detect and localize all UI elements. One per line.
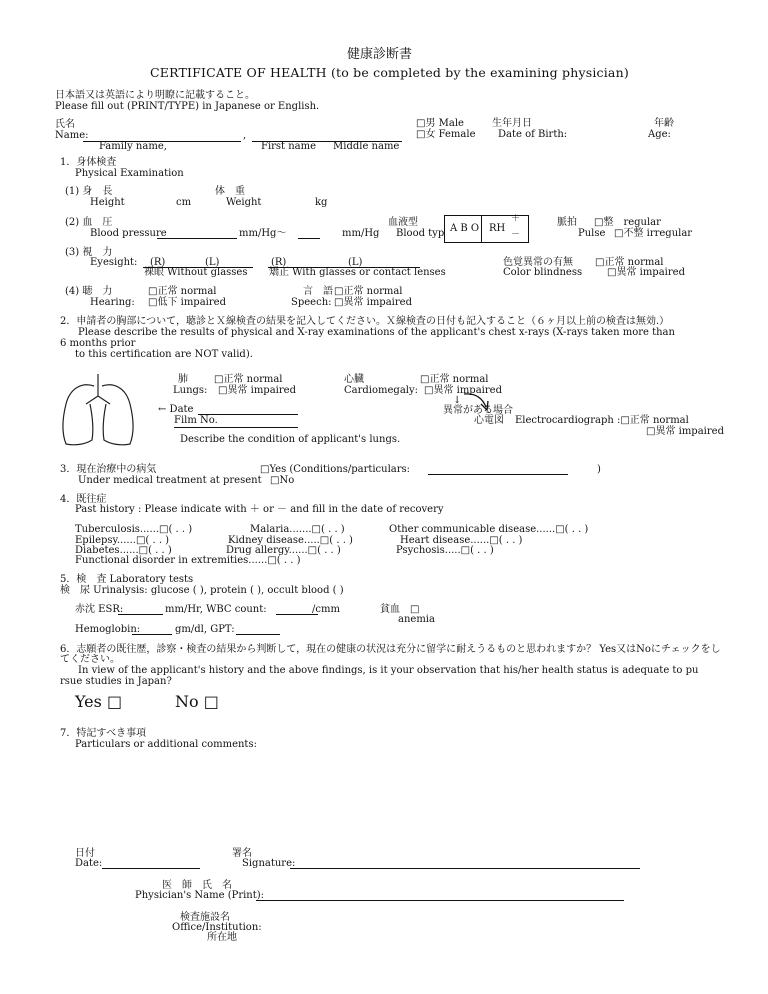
s5-title: 5．検 査 Laboratory tests <box>60 574 194 585</box>
s1-title: 1．身体検査 <box>60 157 117 168</box>
s7-title: 7．特記すべき事項 <box>60 728 147 739</box>
speech-label-jp: 言 語 <box>303 286 333 297</box>
office-label-jp: 検査施設名 <box>180 912 230 923</box>
abo-label: A B O <box>450 223 480 234</box>
s2-title: 2．申請者の胸部について，聴診とＸ線検査の結果を記入してください。Ｘ線検査の日付も記入すること（６ヶ月以上前の検査は無効.） <box>60 316 670 327</box>
office-label: Office/Institution: <box>172 922 262 933</box>
with-glasses-caption: 矯正 With glasses or contact lenses <box>269 267 446 278</box>
eyesight-label: (3) 視 力 <box>65 247 113 258</box>
ecg-label-jp: 心電図 <box>474 415 504 426</box>
esr-unit-wbc-label: mm/Hr, WBC count: <box>165 604 267 615</box>
treatment-no-checkbox[interactable]: □No <box>270 475 295 486</box>
signature-field[interactable] <box>290 868 640 869</box>
kg-unit: kg <box>315 197 328 208</box>
weight-label-en: Weight <box>226 197 262 208</box>
ecg-normal-checkbox[interactable]: Electrocardiograph :□正常 normal <box>515 415 689 426</box>
esr-field[interactable] <box>118 614 163 615</box>
dob-label: Date of Birth: <box>498 129 568 140</box>
mmhg-unit-1: mm/Hg～ <box>239 228 287 239</box>
s3-title: 3．現在治療中の病気 <box>60 464 157 475</box>
speech-label-en: Speech: <box>291 297 332 308</box>
mmhg-unit-2: mm/Hg <box>342 228 380 239</box>
female-checkbox[interactable]: □女 Female <box>416 129 476 140</box>
name-label: Name: <box>55 130 89 141</box>
date-label: Date: <box>75 858 103 869</box>
xray-date-label: ← Date <box>158 404 194 415</box>
treatment-conditions-field[interactable] <box>428 474 568 475</box>
lungs-describe-caption: Describe the condition of applicant's lungs. <box>180 434 401 445</box>
physician-name-label: Physician's Name (Print): <box>135 890 265 901</box>
s7-title-en: Particulars or additional comments: <box>75 739 257 750</box>
heart-disease-item[interactable]: Heart disease......□( . . ) <box>400 535 523 546</box>
cardio-normal-checkbox[interactable]: □正常 normal <box>420 374 489 385</box>
first-name-caption: First name <box>261 141 317 152</box>
age-label: Age: <box>648 129 671 140</box>
lungs-normal-checkbox[interactable]: □正常 normal <box>214 374 283 385</box>
color-blindness-label-en: Color blindness <box>503 267 583 278</box>
anemia-checkbox[interactable]: 貧血 □ <box>380 604 420 615</box>
treatment-close-paren: ) <box>597 464 601 475</box>
physician-name-field[interactable] <box>256 900 624 901</box>
pulse-label-en: Pulse <box>578 228 606 239</box>
s6-title-2: てください。 <box>60 654 120 665</box>
kidney-disease-item[interactable]: Kidney disease.....□( . . ) <box>228 535 353 546</box>
ecg-impaired-checkbox[interactable]: □異常 impaired <box>646 426 724 437</box>
s6-title: 6．志願者の既往歴，診察・検査の結果から判断して，現在の健康の状況は充分に留学に耐えうるものと思われますか？ Yes又はNoにチェックをし <box>60 644 721 655</box>
gpt-field[interactable] <box>236 634 280 635</box>
instruction-jp: 日本語又は英語により明瞭に記載すること。 <box>55 90 255 101</box>
treatment-yes-checkbox[interactable]: □Yes (Conditions/particulars: <box>260 464 411 475</box>
bp-diastolic-field[interactable] <box>298 238 320 239</box>
bp-systolic-field[interactable] <box>157 238 237 239</box>
color-impaired-checkbox[interactable]: □異常 impaired <box>607 267 685 278</box>
blood-type-label-jp: 血液型 <box>388 217 418 228</box>
pulse-regular-checkbox[interactable]: □整 regular <box>594 217 661 228</box>
film-no-label: Film No. <box>174 415 218 426</box>
hearing-label: (4) 聴 力 <box>65 286 113 297</box>
without-glasses-caption: 裸眼 Without glasses <box>144 267 248 278</box>
lungs-impaired-checkbox[interactable]: □異常 impaired <box>218 385 296 396</box>
s6-question-2: rsue studies in Japan? <box>60 676 172 687</box>
s6-question-1: In view of the applicant's history and the above findings, is it your observation that his/her health status is adequate to pu <box>78 665 699 676</box>
cardiomegaly-label-jp: 心臓 <box>344 374 364 385</box>
instruction-en: Please fill out (PRINT/TYPE) in Japanese or English. <box>55 101 320 112</box>
hearing-normal-checkbox[interactable]: □正常 normal <box>148 286 217 297</box>
date-field[interactable] <box>102 868 200 869</box>
bp-label: (2) 血 圧 <box>65 217 113 228</box>
address-label-jp: 所在地 <box>207 932 237 943</box>
bp-label-en: Blood pressure <box>90 228 167 239</box>
eyesight-naked-r: (R) <box>150 257 166 268</box>
drug-allergy-item[interactable]: Drug allergy......□( . . ) <box>226 545 341 556</box>
s2-text-2: 6 months prior <box>60 338 136 349</box>
dob-label-jp: 生年月日 <box>492 118 532 129</box>
signature-label: Signature: <box>242 858 296 869</box>
rh-label: RH <box>489 223 506 234</box>
eyesight-corrected-l: (L) <box>348 257 363 268</box>
urinalysis-row[interactable]: 検 尿 Urinalysis: glucose ( ), protein ( ), occult blood ( ) <box>60 585 344 596</box>
name-comma: , <box>243 130 247 141</box>
height-label: (1) 身 長 <box>65 186 113 197</box>
cardio-impaired-checkbox[interactable]: □異常 impaired <box>424 385 502 396</box>
hemoglobin-label: Hemoglobin: <box>75 624 141 635</box>
title-jp: 健康診断書 <box>347 47 413 62</box>
adequate-no-checkbox[interactable]: No □ <box>175 692 219 711</box>
psychosis-item[interactable]: Psychosis.....□( . . ) <box>396 545 494 556</box>
malaria-item[interactable]: Malaria.......□( . . ) <box>250 524 345 535</box>
s2-text-1: Please describe the results of physical and X-ray examinations of the applicant's chest x-rays (X-rays taken more than <box>78 327 675 338</box>
weight-label-jp: 体 重 <box>215 186 245 197</box>
diabetes-item[interactable]: Diabetes......□( . . ) <box>75 545 172 556</box>
communicable-disease-item[interactable]: Other communicable disease......□( . . ) <box>389 524 589 535</box>
tuberculosis-item[interactable]: Tuberculosis......□( . . ) <box>75 524 193 535</box>
hearing-label-en: Hearing: <box>90 297 135 308</box>
color-normal-checkbox[interactable]: □正常 normal <box>595 257 664 268</box>
s1-title-en: Physical Examination <box>75 168 184 179</box>
male-checkbox[interactable]: □男 Male <box>416 118 464 129</box>
speech-normal-checkbox[interactable]: □正常 normal <box>334 286 403 297</box>
s4-title-en: Past history : Please indicate with ＋ or － and fill in the date of recovery <box>75 504 444 515</box>
lungs-label-en: Lungs: <box>173 385 208 396</box>
rh-plus: ＋ <box>511 214 521 224</box>
cm-unit: cm <box>176 197 192 208</box>
middle-name-caption: Middle name <box>333 141 400 152</box>
physician-name-label-jp: 医 師 氏 名 <box>162 880 232 891</box>
epilepsy-item[interactable]: Epilepsy......□( . . ) <box>75 535 170 546</box>
height-label-en: Height <box>90 197 125 208</box>
s2-text-3: to this certification are NOT valid). <box>75 349 253 360</box>
down-arrow-icon: ↓ <box>453 395 462 406</box>
color-blindness-label-jp: 色覚異常の有無 <box>503 257 573 268</box>
adequate-yes-checkbox[interactable]: Yes □ <box>75 692 123 711</box>
pulse-irregular-checkbox[interactable]: □不整 irregular <box>614 228 693 239</box>
film-no-field[interactable] <box>174 427 298 428</box>
speech-impaired-checkbox[interactable]: □異常 impaired <box>334 297 412 308</box>
lungs-label-jp: 肺 <box>178 374 188 385</box>
if-abnormal-label: 異常がある場合 <box>443 405 513 416</box>
cmm-unit: /cmm <box>312 604 340 615</box>
blood-type-label-en: Blood typ <box>396 228 445 239</box>
lungs-icon <box>56 370 140 450</box>
s4-title: 4．既往症 <box>60 494 107 505</box>
gdl-gpt-label: gm/dl, GPT: <box>175 624 235 635</box>
eyesight-corrected-r: (R) <box>271 257 287 268</box>
family-name-caption: Family name, <box>99 141 167 152</box>
hemoglobin-field[interactable] <box>132 634 172 635</box>
cardiomegaly-label-en: Cardiomegaly: <box>344 385 418 396</box>
eyesight-naked-l: (L) <box>205 257 220 268</box>
functional-disorder-item[interactable]: Functional disorder in extremities......□( . . ) <box>75 555 301 566</box>
signature-label-jp: 署名 <box>232 848 252 859</box>
hearing-impaired-checkbox[interactable]: □低下 impaired <box>148 297 226 308</box>
name-label-jp: 氏名 <box>55 119 75 130</box>
age-label-jp: 年齢 <box>654 118 674 129</box>
s3-title-en: Under medical treatment at present <box>78 475 262 486</box>
title-en: CERTIFICATE OF HEALTH (to be completed by the examining physician) <box>150 65 629 80</box>
date-label-jp: 日付 <box>75 848 95 859</box>
pulse-label-jp: 脈拍 <box>557 217 577 228</box>
eyesight-label-en: Eyesight: <box>90 257 138 268</box>
esr-label: 赤沈 ESR: <box>75 604 124 615</box>
anemia-label: anemia <box>398 614 435 625</box>
rh-minus: － <box>511 230 521 240</box>
